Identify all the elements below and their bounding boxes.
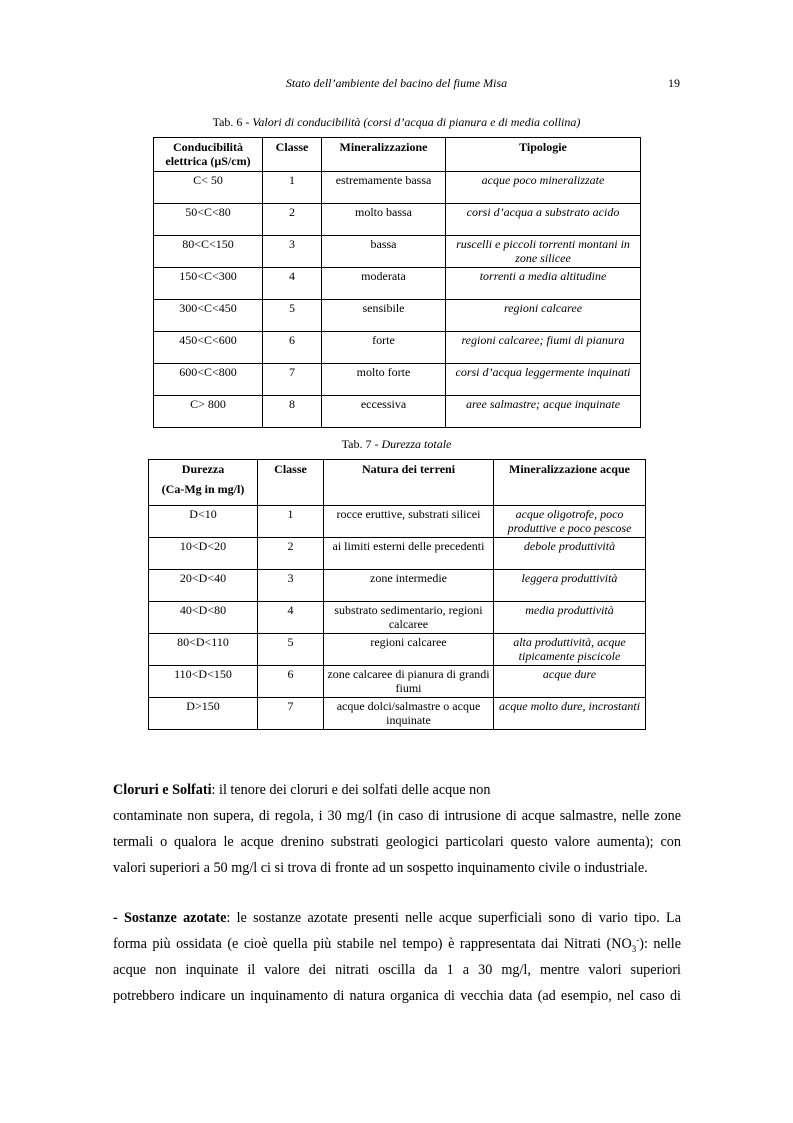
table-row: [149, 570, 646, 602]
header-cell: Conducibilità elettrica (µS/cm): [154, 138, 263, 172]
header-cell-unit: (Ca-Mg in mg/l): [161, 482, 245, 496]
table-row: [149, 538, 646, 570]
header-title: Stato dell’ambiente del bacino del fiume Misa: [285, 76, 508, 90]
table-row: [154, 396, 641, 428]
table-cell: 1: [263, 172, 322, 204]
paragraph-line: contaminate non supera, di regola, i 30 mg/l (in caso di intrusione di acque salmastre, nelle zone: [113, 808, 681, 824]
tab6-caption-prefix: Tab. 6 -: [212, 115, 253, 129]
table-cell: torrenti a media altitudine: [446, 268, 641, 300]
table-cell: acque molto dure, incrostanti: [494, 698, 646, 730]
table-cell: forte: [322, 332, 446, 364]
table-cell: 450<C<600: [154, 332, 263, 364]
table-cell: aree salmastre; acque inquinate: [446, 396, 641, 428]
header-cell: Classe: [258, 460, 324, 506]
header-cell: Mineralizzazione acque: [494, 460, 646, 506]
table-cell: sensibile: [322, 300, 446, 332]
table-cell: 7: [263, 364, 322, 396]
table-cell: alta produttività, acque tipicamente piscicole: [494, 634, 646, 666]
text-run: ): nelle: [639, 936, 681, 952]
table-row: [154, 364, 641, 396]
table-cell: 5: [258, 634, 324, 666]
text-run: forma più ossidata (e cioè quella più stabile nel tempo) è rappresentata dai Nitrati (NO: [113, 936, 632, 952]
tab6-caption: [0, 115, 793, 130]
table-cell: 600<C<800: [154, 364, 263, 396]
table-row: [149, 506, 646, 538]
table-cell: acque dolci/salmastre o acque inquinate: [324, 698, 494, 730]
table-header-row: [149, 460, 646, 506]
table-row: [149, 634, 646, 666]
paragraph-line: [113, 777, 681, 803]
table-cell: 6: [263, 332, 322, 364]
table-cell: acque dure: [494, 666, 646, 698]
table-cell: rocce eruttive, substrati silicei: [324, 506, 494, 538]
table-cell: acque poco mineralizzate: [446, 172, 641, 204]
table-cell: regioni calcaree: [446, 300, 641, 332]
table-row: [154, 332, 641, 364]
paragraph-line: [113, 931, 681, 957]
header-cell: Classe: [263, 138, 322, 172]
table-cell: 7: [258, 698, 324, 730]
table-cell: regioni calcaree: [324, 634, 494, 666]
paragraph-line: potrebbero indicare un inquinamento di natura organica di vecchia data (ad esempio, nel caso di: [113, 988, 681, 1004]
table-row: [149, 698, 646, 730]
table-cell: D<10: [149, 506, 258, 538]
table-row: [154, 268, 641, 300]
table-cell: corsi d’acqua a substrato acido: [446, 204, 641, 236]
table-cell: C> 800: [154, 396, 263, 428]
table-cell: 20<D<40: [149, 570, 258, 602]
table-cell: 8: [263, 396, 322, 428]
table-cell: substrato sedimentario, regioni calcaree: [324, 602, 494, 634]
table-header-row: [154, 138, 641, 172]
tab7-caption: [0, 437, 793, 452]
table-cell: ruscelli e piccoli torrenti montani in zone silicee: [446, 236, 641, 268]
header-cell-label: Durezza: [181, 462, 225, 476]
table-cell: 80<D<110: [149, 634, 258, 666]
tab7-caption-prefix: Tab. 7 -: [341, 437, 382, 451]
table-cell: 300<C<450: [154, 300, 263, 332]
table-cell: 10<D<20: [149, 538, 258, 570]
header-cell: Natura dei terreni: [324, 460, 494, 506]
table-cell: 4: [258, 602, 324, 634]
subscript: 3: [631, 943, 637, 954]
table-cell: 4: [263, 268, 322, 300]
table-cell: leggera produttività: [494, 570, 646, 602]
table-cell: 3: [263, 236, 322, 268]
table-cell: 50<C<80: [154, 204, 263, 236]
table-cell: 110<D<150: [149, 666, 258, 698]
text-run: : il tenore dei cloruri e dei solfati delle acque non: [211, 782, 491, 798]
table-row: [149, 602, 646, 634]
conductivity-table: [153, 137, 641, 428]
section-heading: Cloruri e Solfati: [113, 782, 212, 798]
table-cell: moderata: [322, 268, 446, 300]
table-cell: regioni calcaree; fiumi di pianura: [446, 332, 641, 364]
header-cell: [149, 460, 258, 506]
table-cell: C< 50: [154, 172, 263, 204]
table-cell: D>150: [149, 698, 258, 730]
paragraph-line: acque non inquinate il valore dei nitrati oscilla da 1 a 30 mg/l, mentre valori superiori: [113, 962, 681, 978]
table-cell: molto bassa: [322, 204, 446, 236]
table-cell: 1: [258, 506, 324, 538]
table-cell: debole produttività: [494, 538, 646, 570]
section-heading: - Sostanze azotate: [113, 910, 227, 926]
table-row: [154, 300, 641, 332]
text-run: : le sostanze azotate presenti nelle acque superficiali sono di vario tipo. La: [226, 910, 682, 926]
hardness-table: [148, 459, 646, 730]
table-cell: 40<D<80: [149, 602, 258, 634]
table-cell: zone intermedie: [324, 570, 494, 602]
cloruri-paragraph: [113, 777, 681, 881]
paragraph-line: termali o qualora le acque drenino substrati geologici particolari questo valore aumenta); con: [113, 834, 681, 850]
header-cell: Tipologie: [446, 138, 641, 172]
table-row: [154, 172, 641, 204]
table-row: [149, 666, 646, 698]
table-row: [154, 204, 641, 236]
table-row: [154, 236, 641, 268]
table-cell: 80<C<150: [154, 236, 263, 268]
tab7-caption-title: Durezza totale: [381, 437, 452, 451]
azotate-paragraph: [113, 905, 681, 1009]
table-cell: 2: [263, 204, 322, 236]
table-cell: 3: [258, 570, 324, 602]
table-cell: media produttività: [494, 602, 646, 634]
table-cell: 2: [258, 538, 324, 570]
header-cell: Mineralizzazione: [322, 138, 446, 172]
page-number: 19: [668, 76, 680, 90]
running-header: [113, 76, 680, 94]
table-cell: zone calcaree di pianura di grandi fiumi: [324, 666, 494, 698]
table-cell: corsi d’acqua leggermente inquinati: [446, 364, 641, 396]
table-cell: bassa: [322, 236, 446, 268]
table-cell: 6: [258, 666, 324, 698]
table-cell: ai limiti esterni delle precedenti: [324, 538, 494, 570]
paragraph-line: [113, 905, 681, 931]
tab6-caption-title: Valori di conducibilità (corsi d’acqua di pianura e di media collina): [252, 115, 581, 129]
paragraph-line: valori superiori a 50 mg/l ci si trova di fronte ad un sospetto inquinamento civile o industriale.: [113, 860, 648, 876]
table-cell: 150<C<300: [154, 268, 263, 300]
table-cell: molto forte: [322, 364, 446, 396]
table-cell: estremamente bassa: [322, 172, 446, 204]
table-cell: acque oligotrofe, poco produttive e poco pescose: [494, 506, 646, 538]
table-cell: eccessiva: [322, 396, 446, 428]
superscript: -: [636, 934, 640, 945]
table-cell: 5: [263, 300, 322, 332]
